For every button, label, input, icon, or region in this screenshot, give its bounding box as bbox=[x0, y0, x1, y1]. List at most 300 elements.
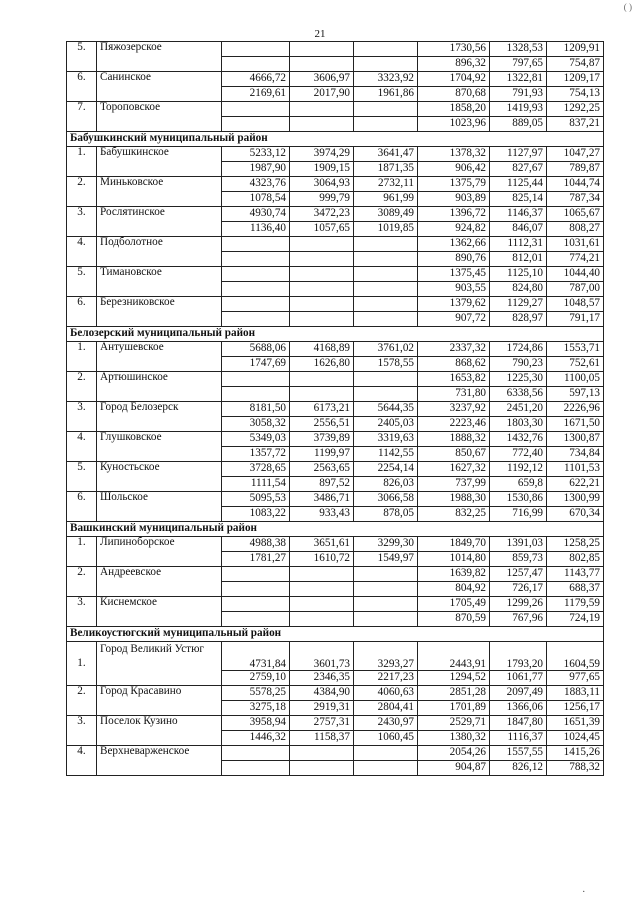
row-number: 3. bbox=[67, 402, 97, 432]
value-cell: 3651,61 bbox=[290, 537, 354, 552]
value-cell bbox=[222, 567, 290, 582]
value-cell bbox=[290, 387, 354, 402]
region-header-row bbox=[67, 627, 604, 642]
value-cell: 1888,32 bbox=[418, 432, 490, 447]
value-cell: 824,80 bbox=[490, 282, 547, 297]
value-cell: 2017,90 bbox=[290, 87, 354, 102]
value-cell: 1651,39 bbox=[547, 716, 604, 731]
value-cell: 812,01 bbox=[490, 252, 547, 267]
value-cell bbox=[354, 372, 418, 387]
value-cell: 878,05 bbox=[354, 507, 418, 522]
value-cell: 1142,55 bbox=[354, 447, 418, 462]
value-cell: 772,40 bbox=[490, 447, 547, 462]
value-cell: 1378,32 bbox=[418, 147, 490, 162]
value-cell: 1375,45 bbox=[418, 267, 490, 282]
table-row bbox=[67, 746, 604, 761]
value-cell bbox=[290, 267, 354, 282]
value-cell bbox=[354, 282, 418, 297]
value-cell: 774,21 bbox=[547, 252, 604, 267]
value-cell: 826,12 bbox=[490, 761, 547, 776]
value-cell: 789,87 bbox=[547, 162, 604, 177]
value-cell: 1858,20 bbox=[418, 102, 490, 117]
value-cell: 1357,72 bbox=[222, 447, 290, 462]
row-number: 2. bbox=[67, 686, 97, 716]
settlement-name: Подболотное bbox=[97, 237, 222, 267]
value-cell bbox=[354, 237, 418, 252]
value-cell: 791,93 bbox=[490, 87, 547, 102]
value-cell: 3606,97 bbox=[290, 72, 354, 87]
table-row bbox=[67, 462, 604, 477]
value-cell bbox=[222, 312, 290, 327]
value-cell: 1988,30 bbox=[418, 492, 490, 507]
value-cell bbox=[290, 612, 354, 627]
value-cell: 1256,17 bbox=[547, 701, 604, 716]
value-cell: 2804,41 bbox=[354, 701, 418, 716]
value-cell: 1300,87 bbox=[547, 432, 604, 447]
settlement-name: Рослятинское bbox=[97, 207, 222, 237]
value-cell: 3275,18 bbox=[222, 701, 290, 716]
settlement-name: Шольское bbox=[97, 492, 222, 522]
value-cell bbox=[354, 102, 418, 117]
value-cell: 906,42 bbox=[418, 162, 490, 177]
value-cell bbox=[222, 582, 290, 597]
value-cell: 2169,61 bbox=[222, 87, 290, 102]
value-cell bbox=[290, 57, 354, 72]
value-cell: 3486,71 bbox=[290, 492, 354, 507]
value-cell: 850,67 bbox=[418, 447, 490, 462]
table-row bbox=[67, 237, 604, 252]
value-cell: 1146,37 bbox=[490, 207, 547, 222]
value-cell: 2451,20 bbox=[490, 402, 547, 417]
value-cell: 1704,92 bbox=[418, 72, 490, 87]
value-cell: 1057,65 bbox=[290, 222, 354, 237]
table-row bbox=[67, 432, 604, 447]
value-cell: 1179,59 bbox=[547, 597, 604, 612]
table-row bbox=[67, 147, 604, 162]
value-cell: 1257,47 bbox=[490, 567, 547, 582]
row-number: 2. bbox=[67, 177, 97, 207]
table-row bbox=[67, 686, 604, 701]
row-number: 3. bbox=[67, 207, 97, 237]
value-cell: 726,17 bbox=[490, 582, 547, 597]
value-cell bbox=[290, 117, 354, 132]
value-cell: 716,99 bbox=[490, 507, 547, 522]
value-cell bbox=[354, 312, 418, 327]
value-cell: 1158,37 bbox=[290, 731, 354, 746]
settlement-name: Артюшинское bbox=[97, 372, 222, 402]
value-cell: 1653,82 bbox=[418, 372, 490, 387]
value-cell bbox=[354, 567, 418, 582]
value-cell bbox=[354, 597, 418, 612]
value-cell: 3601,73 bbox=[290, 642, 354, 671]
value-cell: 1366,06 bbox=[490, 701, 547, 716]
value-cell: 3319,63 bbox=[354, 432, 418, 447]
value-cell: 903,55 bbox=[418, 282, 490, 297]
value-cell: 1083,22 bbox=[222, 507, 290, 522]
value-cell: 870,59 bbox=[418, 612, 490, 627]
value-cell: 1192,12 bbox=[490, 462, 547, 477]
value-cell: 797,65 bbox=[490, 57, 547, 72]
table-row bbox=[67, 567, 604, 582]
value-cell bbox=[290, 297, 354, 312]
value-cell: 4060,63 bbox=[354, 686, 418, 701]
row-number: 4. bbox=[67, 237, 97, 267]
value-cell: 2430,97 bbox=[354, 716, 418, 731]
value-cell: 2054,26 bbox=[418, 746, 490, 761]
value-cell: 1626,80 bbox=[290, 357, 354, 372]
value-cell: 1671,50 bbox=[547, 417, 604, 432]
value-cell: 1116,37 bbox=[490, 731, 547, 746]
value-cell: 3472,23 bbox=[290, 207, 354, 222]
value-cell: 1127,97 bbox=[490, 147, 547, 162]
value-cell: 659,8 bbox=[490, 477, 547, 492]
value-cell: 3728,65 bbox=[222, 462, 290, 477]
value-cell: 2556,51 bbox=[290, 417, 354, 432]
value-cell: 924,82 bbox=[418, 222, 490, 237]
value-cell bbox=[354, 297, 418, 312]
value-cell: 804,92 bbox=[418, 582, 490, 597]
table-row bbox=[67, 297, 604, 312]
value-cell: 1549,97 bbox=[354, 552, 418, 567]
value-cell: 3739,89 bbox=[290, 432, 354, 447]
row-number: 7. bbox=[67, 102, 97, 132]
value-cell: 754,87 bbox=[547, 57, 604, 72]
settlement-name: Глушковское bbox=[97, 432, 222, 462]
value-cell: 1849,70 bbox=[418, 537, 490, 552]
value-cell: 2097,49 bbox=[490, 686, 547, 701]
value-cell: 1060,45 bbox=[354, 731, 418, 746]
value-cell bbox=[222, 612, 290, 627]
value-cell: 5349,03 bbox=[222, 432, 290, 447]
value-cell: 1446,32 bbox=[222, 731, 290, 746]
value-cell: 1847,80 bbox=[490, 716, 547, 731]
value-cell bbox=[222, 42, 290, 57]
settlement-name: Андреевское bbox=[97, 567, 222, 597]
value-cell: 2919,31 bbox=[290, 701, 354, 716]
value-cell bbox=[290, 582, 354, 597]
value-cell: 1225,30 bbox=[490, 372, 547, 387]
value-cell: 3293,27 bbox=[354, 642, 418, 671]
value-cell: 802,85 bbox=[547, 552, 604, 567]
value-cell: 1031,61 bbox=[547, 237, 604, 252]
settlement-name: Город Красавино bbox=[97, 686, 222, 716]
settlement-name: Березниковское bbox=[97, 297, 222, 327]
value-cell: 1553,71 bbox=[547, 342, 604, 357]
value-cell: 808,27 bbox=[547, 222, 604, 237]
row-number: 6. bbox=[67, 297, 97, 327]
settlement-name: Верхневарженское bbox=[97, 746, 222, 776]
value-cell: 787,34 bbox=[547, 192, 604, 207]
value-cell: 1048,57 bbox=[547, 297, 604, 312]
settlement-name: Тимановское bbox=[97, 267, 222, 297]
settlement-name: Куностьское bbox=[97, 462, 222, 492]
row-number: 1. bbox=[67, 342, 97, 372]
value-cell: 791,17 bbox=[547, 312, 604, 327]
value-cell: 907,72 bbox=[418, 312, 490, 327]
value-cell: 2757,31 bbox=[290, 716, 354, 731]
value-cell: 1557,55 bbox=[490, 746, 547, 761]
value-cell: 3299,30 bbox=[354, 537, 418, 552]
region-title: Белозерский муниципальный район bbox=[67, 327, 604, 342]
table-row bbox=[67, 72, 604, 87]
value-cell bbox=[354, 582, 418, 597]
row-number: 6. bbox=[67, 492, 97, 522]
value-cell bbox=[354, 252, 418, 267]
value-cell: 1047,27 bbox=[547, 147, 604, 162]
value-cell: 1044,74 bbox=[547, 177, 604, 192]
row-number: 5. bbox=[67, 462, 97, 492]
value-cell: 4988,38 bbox=[222, 537, 290, 552]
row-number: 4. bbox=[67, 746, 97, 776]
row-number: 4. bbox=[67, 432, 97, 462]
value-cell: 2223,46 bbox=[418, 417, 490, 432]
value-cell: 1044,40 bbox=[547, 267, 604, 282]
table-row bbox=[67, 402, 604, 417]
value-cell bbox=[290, 597, 354, 612]
value-cell: 870,68 bbox=[418, 87, 490, 102]
value-cell: 4384,90 bbox=[290, 686, 354, 701]
value-cell: 1078,54 bbox=[222, 192, 290, 207]
value-cell: 890,76 bbox=[418, 252, 490, 267]
value-cell: 1023,96 bbox=[418, 117, 490, 132]
value-cell bbox=[290, 237, 354, 252]
table-row bbox=[67, 177, 604, 192]
value-cell: 788,32 bbox=[547, 761, 604, 776]
value-cell: 1258,25 bbox=[547, 537, 604, 552]
value-cell: 3089,49 bbox=[354, 207, 418, 222]
value-cell: 904,87 bbox=[418, 761, 490, 776]
value-cell: 1705,49 bbox=[418, 597, 490, 612]
value-cell: 2759,10 bbox=[222, 671, 290, 686]
value-cell: 827,67 bbox=[490, 162, 547, 177]
value-cell: 2226,96 bbox=[547, 402, 604, 417]
value-cell: 1380,32 bbox=[418, 731, 490, 746]
value-cell bbox=[222, 387, 290, 402]
value-cell bbox=[354, 612, 418, 627]
value-cell: 1627,32 bbox=[418, 462, 490, 477]
value-cell bbox=[222, 117, 290, 132]
value-cell bbox=[222, 252, 290, 267]
settlement-name: Санинское bbox=[97, 72, 222, 102]
value-cell: 1024,45 bbox=[547, 731, 604, 746]
settlement-name: Миньковское bbox=[97, 177, 222, 207]
value-cell: 5688,06 bbox=[222, 342, 290, 357]
value-cell: 2851,28 bbox=[418, 686, 490, 701]
value-cell: 6173,21 bbox=[290, 402, 354, 417]
value-cell: 961,99 bbox=[354, 192, 418, 207]
value-cell: 859,73 bbox=[490, 552, 547, 567]
value-cell: 5644,35 bbox=[354, 402, 418, 417]
settlement-name: Город Белозерск bbox=[97, 402, 222, 432]
value-cell: 1419,93 bbox=[490, 102, 547, 117]
value-cell: 1199,97 bbox=[290, 447, 354, 462]
value-cell: 5233,12 bbox=[222, 147, 290, 162]
value-cell bbox=[222, 372, 290, 387]
value-cell: 724,19 bbox=[547, 612, 604, 627]
row-number: 2. bbox=[67, 567, 97, 597]
value-cell bbox=[354, 746, 418, 761]
row-number: 6. bbox=[67, 72, 97, 102]
region-header-row bbox=[67, 132, 604, 147]
value-cell bbox=[354, 117, 418, 132]
settlement-name: Пяжозерское bbox=[97, 42, 222, 72]
table-row bbox=[67, 716, 604, 731]
value-cell: 2405,03 bbox=[354, 417, 418, 432]
value-cell: 903,89 bbox=[418, 192, 490, 207]
value-cell: 1125,44 bbox=[490, 177, 547, 192]
value-cell bbox=[222, 267, 290, 282]
table-row bbox=[67, 492, 604, 507]
value-cell: 1871,35 bbox=[354, 162, 418, 177]
value-cell: 3958,94 bbox=[222, 716, 290, 731]
settlement-name: Киснемское bbox=[97, 597, 222, 627]
value-cell: 1730,56 bbox=[418, 42, 490, 57]
value-cell: 1299,26 bbox=[490, 597, 547, 612]
value-cell: 2563,65 bbox=[290, 462, 354, 477]
value-cell: 1294,52 bbox=[418, 671, 490, 686]
tariff-table bbox=[66, 41, 604, 776]
value-cell: 3974,29 bbox=[290, 147, 354, 162]
value-cell: 977,65 bbox=[547, 671, 604, 686]
value-cell: 670,34 bbox=[547, 507, 604, 522]
value-cell: 933,43 bbox=[290, 507, 354, 522]
value-cell: 832,25 bbox=[418, 507, 490, 522]
value-cell: 1987,90 bbox=[222, 162, 290, 177]
settlement-name: Липиноборское bbox=[97, 537, 222, 567]
value-cell: 1061,77 bbox=[490, 671, 547, 686]
row-number: 3. bbox=[67, 597, 97, 627]
value-cell: 1112,31 bbox=[490, 237, 547, 252]
value-cell: 1961,86 bbox=[354, 87, 418, 102]
value-cell bbox=[290, 567, 354, 582]
value-cell: 1143,77 bbox=[547, 567, 604, 582]
value-cell: 3761,02 bbox=[354, 342, 418, 357]
value-cell bbox=[222, 297, 290, 312]
value-cell: 896,32 bbox=[418, 57, 490, 72]
value-cell: 1883,11 bbox=[547, 686, 604, 701]
value-cell: 1909,15 bbox=[290, 162, 354, 177]
value-cell: 734,84 bbox=[547, 447, 604, 462]
value-cell: 1610,72 bbox=[290, 552, 354, 567]
value-cell: 1014,80 bbox=[418, 552, 490, 567]
table-row bbox=[67, 537, 604, 552]
table-row bbox=[67, 207, 604, 222]
value-cell bbox=[222, 282, 290, 297]
value-cell: 4323,76 bbox=[222, 177, 290, 192]
value-cell bbox=[354, 57, 418, 72]
value-cell: 1604,59 bbox=[547, 642, 604, 671]
value-cell bbox=[354, 387, 418, 402]
row-number: 3. bbox=[67, 716, 97, 746]
value-cell: 2337,32 bbox=[418, 342, 490, 357]
value-cell: 1362,66 bbox=[418, 237, 490, 252]
value-cell: 752,61 bbox=[547, 357, 604, 372]
value-cell: 825,14 bbox=[490, 192, 547, 207]
table-row bbox=[67, 42, 604, 57]
value-cell: 1747,69 bbox=[222, 357, 290, 372]
value-cell: 1391,03 bbox=[490, 537, 547, 552]
table-row bbox=[67, 597, 604, 612]
value-cell: 4930,74 bbox=[222, 207, 290, 222]
value-cell: 1100,05 bbox=[547, 372, 604, 387]
value-cell: 1111,54 bbox=[222, 477, 290, 492]
value-cell: 1101,53 bbox=[547, 462, 604, 477]
value-cell: 1292,25 bbox=[547, 102, 604, 117]
row-number: 1. bbox=[67, 147, 97, 177]
value-cell: 1781,27 bbox=[222, 552, 290, 567]
settlement-name: Бабушкинское bbox=[97, 147, 222, 177]
value-cell: 8181,50 bbox=[222, 402, 290, 417]
value-cell: 1396,72 bbox=[418, 207, 490, 222]
row-number: 1. bbox=[67, 537, 97, 567]
value-cell: 868,62 bbox=[418, 357, 490, 372]
region-title: Вашкинский муниципальный район bbox=[67, 522, 604, 537]
value-cell bbox=[222, 237, 290, 252]
value-cell: 1300,99 bbox=[547, 492, 604, 507]
row-number: 5. bbox=[67, 42, 97, 72]
value-cell: 897,52 bbox=[290, 477, 354, 492]
row-number: 5. bbox=[67, 267, 97, 297]
value-cell: 790,23 bbox=[490, 357, 547, 372]
value-cell: 1724,86 bbox=[490, 342, 547, 357]
value-cell: 837,21 bbox=[547, 117, 604, 132]
value-cell: 1701,89 bbox=[418, 701, 490, 716]
value-cell: 3323,92 bbox=[354, 72, 418, 87]
value-cell: 754,13 bbox=[547, 87, 604, 102]
value-cell: 2529,71 bbox=[418, 716, 490, 731]
value-cell: 1136,40 bbox=[222, 222, 290, 237]
value-cell bbox=[354, 42, 418, 57]
value-cell bbox=[354, 267, 418, 282]
value-cell: 1530,86 bbox=[490, 492, 547, 507]
value-cell: 1019,85 bbox=[354, 222, 418, 237]
table-row bbox=[67, 267, 604, 282]
value-cell: 846,07 bbox=[490, 222, 547, 237]
dot-mark: . bbox=[582, 884, 585, 895]
value-cell: 3641,47 bbox=[354, 147, 418, 162]
value-cell bbox=[222, 746, 290, 761]
value-cell: 828,97 bbox=[490, 312, 547, 327]
value-cell bbox=[222, 597, 290, 612]
value-cell bbox=[290, 42, 354, 57]
region-header-row bbox=[67, 522, 604, 537]
value-cell: 1793,20 bbox=[490, 642, 547, 671]
value-cell bbox=[222, 57, 290, 72]
value-cell: 688,37 bbox=[547, 582, 604, 597]
value-cell: 767,96 bbox=[490, 612, 547, 627]
value-cell: 1432,76 bbox=[490, 432, 547, 447]
value-cell: 1125,10 bbox=[490, 267, 547, 282]
value-cell: 999,79 bbox=[290, 192, 354, 207]
value-cell: 3237,92 bbox=[418, 402, 490, 417]
value-cell: 2443,91 bbox=[418, 642, 490, 671]
page-number: 21 bbox=[314, 28, 326, 40]
value-cell: 4168,89 bbox=[290, 342, 354, 357]
value-cell: 2346,35 bbox=[290, 671, 354, 686]
value-cell: 2254,14 bbox=[354, 462, 418, 477]
value-cell: 1803,30 bbox=[490, 417, 547, 432]
row-number: 1. bbox=[67, 642, 97, 686]
value-cell: 1322,81 bbox=[490, 72, 547, 87]
value-cell bbox=[354, 761, 418, 776]
value-cell: 1375,79 bbox=[418, 177, 490, 192]
region-title: Великоустюгский муниципальный район bbox=[67, 627, 604, 642]
value-cell bbox=[290, 746, 354, 761]
table-row bbox=[67, 372, 604, 387]
value-cell: 826,03 bbox=[354, 477, 418, 492]
value-cell: 597,13 bbox=[547, 387, 604, 402]
value-cell bbox=[290, 761, 354, 776]
